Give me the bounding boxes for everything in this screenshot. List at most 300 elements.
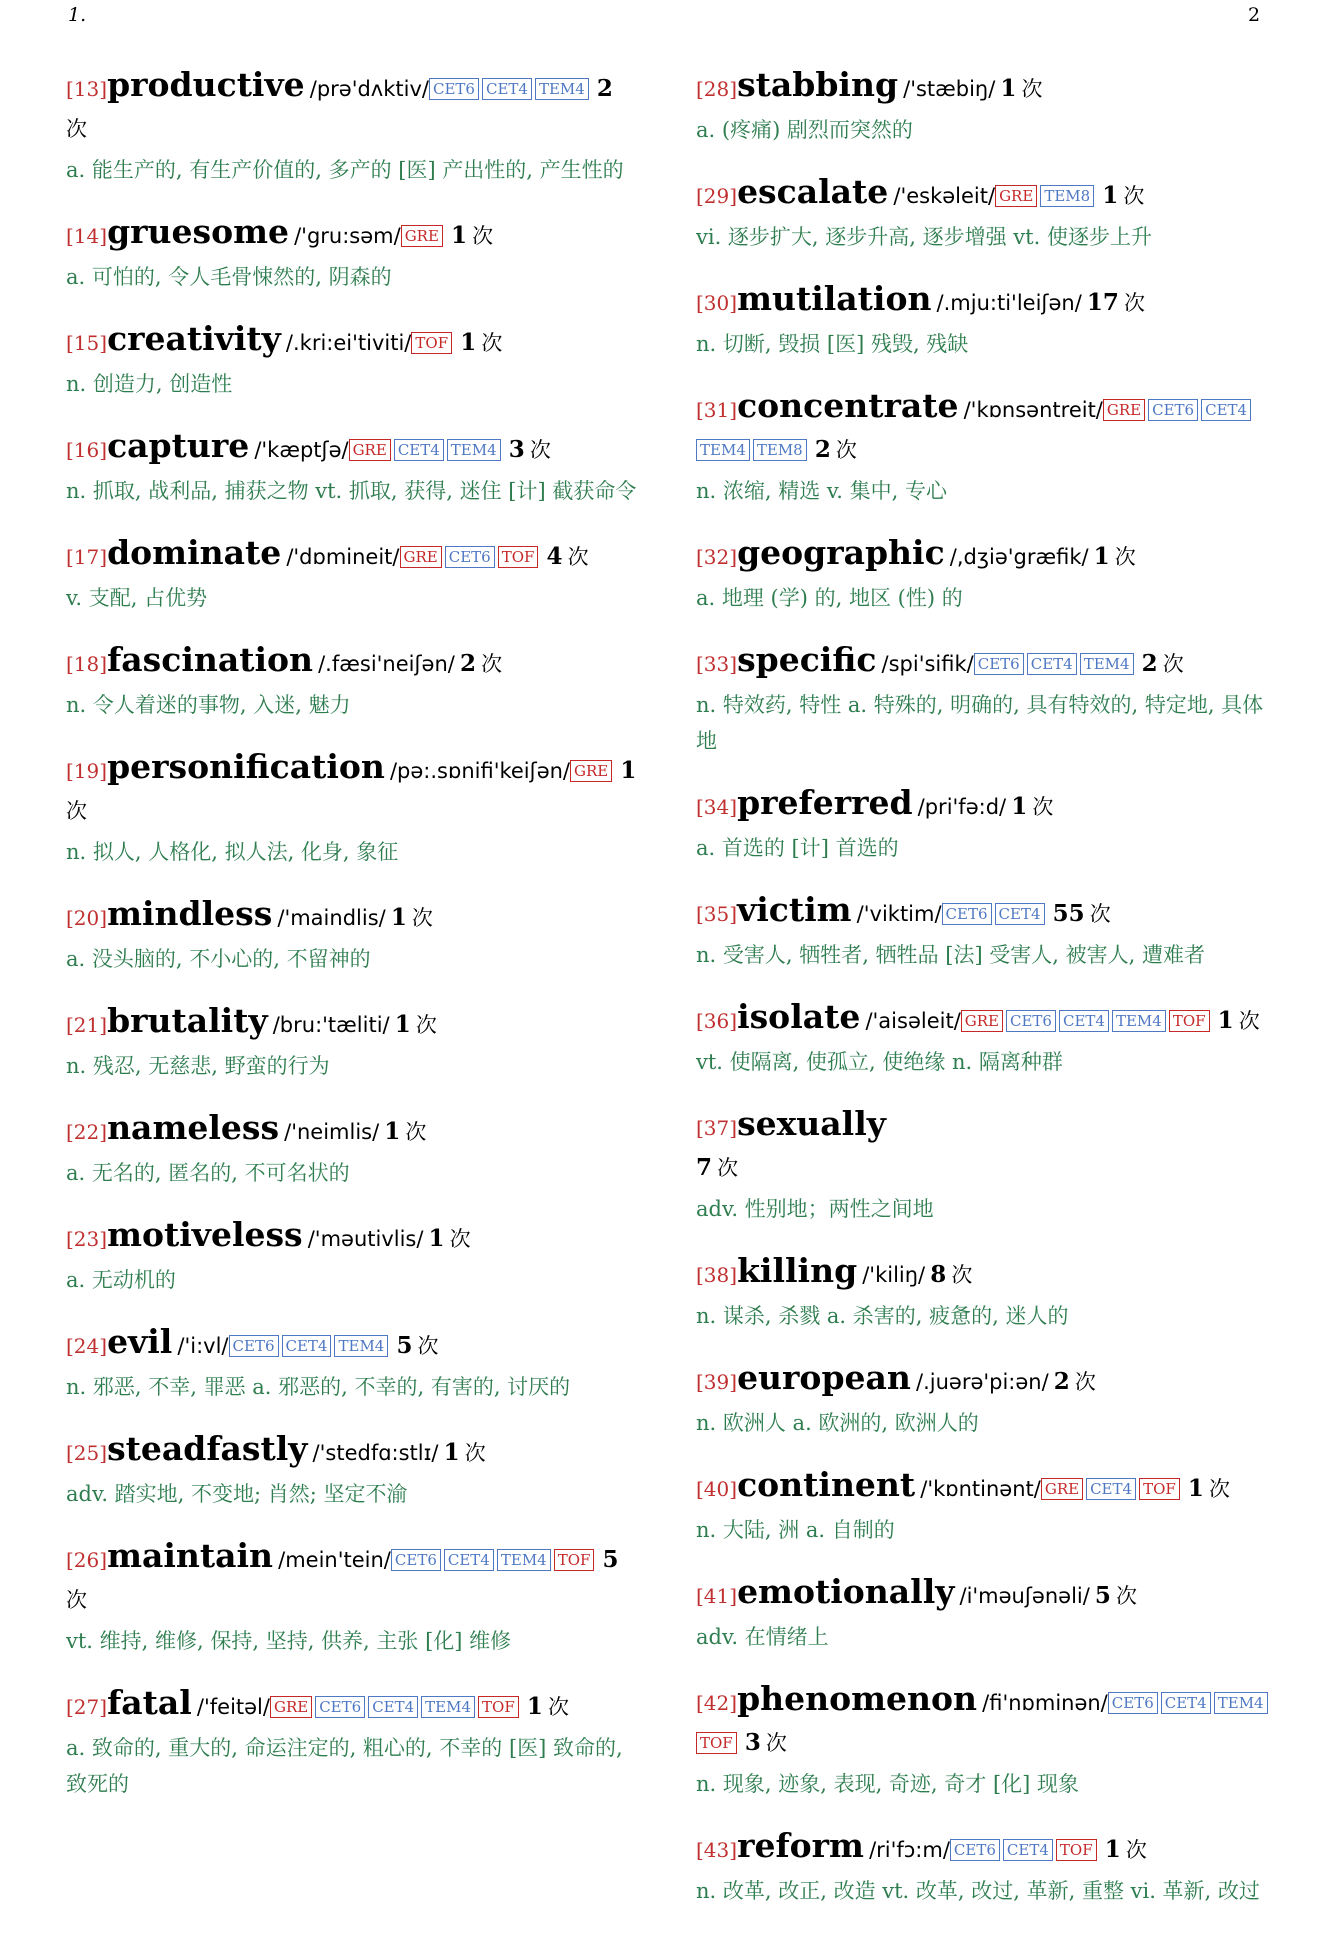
occurrence-count: 1 (1102, 182, 1119, 209)
occurrence-count: 5 (602, 1546, 619, 1573)
entry-number: [29] (696, 184, 738, 208)
entry-headline (66, 895, 638, 939)
entry-headline (696, 1573, 1276, 1617)
exam-tag: CET4 (444, 1549, 494, 1571)
vocab-entry (696, 1105, 1276, 1227)
vocab-entry (696, 534, 1276, 616)
entry-headline (696, 1105, 1276, 1189)
exam-tag: GRE (1041, 1478, 1083, 1500)
count-unit: 次 (415, 1013, 437, 1037)
entry-headline (66, 748, 638, 832)
count-unit: 次 (1032, 795, 1054, 819)
entry-number: [23] (66, 1227, 108, 1251)
vocab-entry (66, 1537, 638, 1659)
right-column (696, 66, 1276, 1934)
count-unit: 次 (765, 1731, 787, 1755)
vocab-entry (696, 1252, 1276, 1334)
entry-headline (696, 998, 1276, 1042)
vocab-entry (66, 213, 638, 295)
entry-word: phenomenon (737, 1679, 978, 1718)
entry-definition: n. 现象, 迹象, 表现, 奇迹, 奇才 [化] 现象 (696, 1772, 1080, 1796)
entry-definition: a. 致命的, 重大的, 命运注定的, 粗心的, 不幸的 [医] 致命的, 致死的 (66, 1736, 623, 1796)
entry-number: [15] (66, 331, 108, 355)
entry-definition: vi. 逐步扩大, 逐步升高, 逐步增强 vt. 使逐步上升 (696, 225, 1152, 249)
entry-headline (696, 387, 1276, 471)
entry-pronunciation: /.kri:ei'tiviti/ (285, 331, 412, 355)
count-unit: 次 (1114, 545, 1136, 569)
entry-word: personification (107, 747, 385, 786)
occurrence-count: 2 (814, 436, 831, 463)
entry-pronunciation: /.fæsi'neiʃən/ (318, 652, 455, 676)
entry-headline (696, 66, 1276, 110)
vocab-entry (696, 998, 1276, 1080)
left-column (66, 66, 638, 1827)
entry-headline (66, 534, 638, 578)
exam-tag: CET4 (1201, 399, 1251, 421)
count-unit: 次 (449, 1227, 471, 1251)
entry-definition: n. 谋杀, 杀戮 a. 杀害的, 疲惫的, 迷人的 (696, 1304, 1069, 1328)
count-unit: 次 (464, 1441, 486, 1465)
entry-word: stabbing (737, 65, 899, 104)
entry-pronunciation: /'stæbiŋ/ (903, 77, 996, 101)
entry-definition: n. 抓取, 战利品, 捕获之物 vt. 抓取, 获得, 迷住 [计] 截获命令 (66, 479, 637, 503)
count-unit: 次 (1208, 1477, 1230, 1501)
exam-tag: TEM4 (1112, 1010, 1166, 1032)
exam-tag: GRE (400, 546, 442, 568)
occurrence-count: 1 (526, 1693, 543, 1720)
entry-definition: a. 能生产的, 有生产价值的, 多产的 [医] 产出性的, 产生性的 (66, 158, 624, 182)
occurrence-count: 1 (1000, 75, 1017, 102)
entry-headline (696, 784, 1276, 828)
vocab-entry (696, 641, 1276, 759)
occurrence-count: 17 (1086, 289, 1119, 316)
entry-pronunciation: /mein'tein/ (278, 1548, 391, 1572)
exam-tag: TOF (554, 1549, 595, 1571)
entry-pronunciation: /'kɒnsəntreit/ (963, 398, 1103, 422)
vocab-entry (66, 320, 638, 402)
entry-pronunciation: /'eskəleit/ (893, 184, 996, 208)
occurrence-count: 1 (1104, 1836, 1121, 1863)
entry-number: [42] (696, 1691, 738, 1715)
count-unit: 次 (405, 1120, 427, 1144)
occurrence-count: 1 (1011, 793, 1028, 820)
exam-tag: CET4 (282, 1335, 332, 1357)
entry-word: escalate (737, 172, 889, 211)
count-unit: 次 (1021, 77, 1043, 101)
entry-number: [26] (66, 1548, 108, 1572)
occurrence-count: 1 (394, 1011, 411, 1038)
entry-number: [36] (696, 1009, 738, 1033)
vocab-entry (696, 173, 1276, 255)
entry-headline (66, 320, 638, 364)
exam-tag: GRE (270, 1696, 312, 1718)
entry-definition: a. (疼痛) 剧烈而突然的 (696, 118, 913, 142)
entry-word: geographic (737, 533, 945, 572)
entry-word: continent (737, 1465, 916, 1504)
exam-tag: TOF (1169, 1010, 1210, 1032)
vocab-entry (66, 748, 638, 870)
exam-tag: TEM4 (1080, 653, 1134, 675)
count-unit: 次 (66, 1588, 87, 1612)
entry-word: european (737, 1358, 911, 1397)
exam-tag: TEM8 (753, 439, 807, 461)
occurrence-count: 55 (1052, 900, 1085, 927)
entry-number: [13] (66, 77, 108, 101)
count-unit: 次 (547, 1695, 569, 1719)
page-number-right: 2 (1248, 4, 1261, 26)
entry-definition: a. 无动机的 (66, 1268, 176, 1292)
entry-definition: a. 无名的, 匿名的, 不可名状的 (66, 1161, 350, 1185)
entry-definition: n. 令人着迷的事物, 入迷, 魅力 (66, 693, 351, 717)
entry-number: [30] (696, 291, 738, 315)
entry-definition: n. 受害人, 牺牲者, 牺牲品 [法] 受害人, 被害人, 遭难者 (696, 943, 1206, 967)
exam-tag: CET4 (1086, 1478, 1136, 1500)
entry-word: concentrate (737, 386, 959, 425)
vocab-entry (696, 66, 1276, 148)
entry-headline (696, 641, 1276, 685)
count-unit: 次 (1238, 1009, 1260, 1033)
entry-number: [40] (696, 1477, 738, 1501)
occurrence-count: 1 (1093, 543, 1110, 570)
entry-pronunciation: /prə'dʌktiv/ (309, 77, 429, 101)
entry-word: motiveless (107, 1215, 303, 1254)
exam-tag: TEM4 (334, 1335, 388, 1357)
entry-pronunciation: /'kiliŋ/ (862, 1263, 926, 1287)
entry-definition: vt. 维持, 维修, 保持, 坚持, 供养, 主张 [化] 维修 (66, 1629, 512, 1653)
entry-definition: adv. 在情绪上 (696, 1625, 829, 1649)
entry-definition: a. 可怕的, 令人毛骨悚然的, 阴森的 (66, 265, 392, 289)
occurrence-count: 1 (443, 1439, 460, 1466)
exam-tag: CET6 (229, 1335, 279, 1357)
entry-pronunciation: /.juərə'pi:ən/ (916, 1370, 1049, 1394)
entry-pronunciation: /.mju:ti'leiʃən/ (936, 291, 1082, 315)
exam-tag: TEM4 (447, 439, 501, 461)
exam-tag: TOF (696, 1732, 737, 1754)
exam-tag: CET4 (1003, 1839, 1053, 1861)
occurrence-count: 3 (744, 1729, 761, 1756)
vocab-entry (696, 1827, 1276, 1909)
exam-tag: GRE (995, 185, 1037, 207)
vocab-entry (66, 1002, 638, 1084)
occurrence-count: 8 (930, 1261, 947, 1288)
entry-pronunciation: /'neimlis/ (284, 1120, 380, 1144)
entry-definition: a. 没头脑的, 不小心的, 不留神的 (66, 947, 371, 971)
entry-headline (696, 891, 1276, 935)
occurrence-count: 2 (459, 650, 476, 677)
vocab-entry (66, 1684, 638, 1802)
exam-tag: GRE (1103, 399, 1145, 421)
entry-number: [19] (66, 759, 108, 783)
entry-headline (696, 534, 1276, 578)
vocab-entry (696, 280, 1276, 362)
count-unit: 次 (1125, 1838, 1147, 1862)
vocab-entry (696, 1359, 1276, 1441)
vocab-entry (696, 387, 1276, 509)
entry-definition: a. 地理 (学) 的, 地区 (性) 的 (696, 586, 963, 610)
entry-number: [24] (66, 1334, 108, 1358)
entry-word: creativity (107, 319, 281, 358)
occurrence-count: 2 (1141, 650, 1158, 677)
entry-definition: n. 邪恶, 不幸, 罪恶 a. 邪恶的, 不幸的, 有害的, 讨厌的 (66, 1375, 571, 1399)
exam-tag: CET4 (394, 439, 444, 461)
exam-tag: CET4 (995, 903, 1045, 925)
entry-pronunciation: /'məutivlis/ (307, 1227, 424, 1251)
vocab-entry (66, 1109, 638, 1191)
entry-definition: n. 特效药, 特性 a. 特殊的, 明确的, 具有特效的, 特定地, 具体地 (696, 693, 1264, 753)
entry-definition: n. 切断, 毁损 [医] 残毁, 残缺 (696, 332, 969, 356)
entry-pronunciation: /'i:vl/ (177, 1334, 229, 1358)
count-unit: 次 (1123, 291, 1145, 315)
exam-tag: CET4 (368, 1696, 418, 1718)
exam-tag: GRE (570, 760, 612, 782)
occurrence-count: 1 (460, 329, 477, 356)
entry-word: fascination (107, 640, 314, 679)
count-unit: 次 (835, 438, 857, 462)
entry-pronunciation: /pri'fə:d/ (917, 795, 1007, 819)
entry-number: [32] (696, 545, 738, 569)
entry-word: maintain (107, 1536, 274, 1575)
exam-tag: TOF (1139, 1478, 1180, 1500)
entry-word: capture (107, 426, 250, 465)
entry-pronunciation: /'stedfɑ:stlɪ/ (312, 1441, 439, 1465)
exam-tag: CET6 (429, 78, 479, 100)
entry-pronunciation: /'feitəl/ (196, 1695, 270, 1719)
entry-word: preferred (737, 783, 913, 822)
count-unit: 次 (567, 545, 589, 569)
entry-definition: adv. 踏实地, 不变地; 肖然; 坚定不渝 (66, 1482, 408, 1506)
count-unit: 次 (481, 331, 503, 355)
entry-definition: n. 欧洲人 a. 欧洲的, 欧洲人的 (696, 1411, 979, 1435)
exam-tag: CET6 (942, 903, 992, 925)
occurrence-count: 1 (1187, 1475, 1204, 1502)
count-unit: 次 (717, 1156, 739, 1180)
entry-pronunciation: /'maindlis/ (277, 906, 386, 930)
entry-headline (66, 1684, 638, 1728)
exam-tag: TEM4 (421, 1696, 475, 1718)
entry-headline (66, 66, 638, 150)
entry-definition: n. 拟人, 人格化, 拟人法, 化身, 象征 (66, 840, 399, 864)
exam-tag: CET4 (1161, 1692, 1211, 1714)
entry-pronunciation: /fi'nɒminən/ (982, 1691, 1108, 1715)
exam-tag: GRE (961, 1010, 1003, 1032)
entry-word: emotionally (737, 1572, 955, 1611)
vocab-entry (66, 534, 638, 616)
count-unit: 次 (1123, 184, 1145, 208)
entry-pronunciation: /'dɒmineit/ (286, 545, 400, 569)
entry-word: victim (737, 890, 852, 929)
entry-pronunciation: /i'məuʃənəli/ (959, 1584, 1090, 1608)
entry-word: mindless (107, 894, 273, 933)
entry-word: nameless (107, 1108, 280, 1147)
entry-definition: n. 浓缩, 精选 v. 集中, 专心 (696, 479, 947, 503)
entry-number: [21] (66, 1013, 108, 1037)
occurrence-count: 1 (384, 1118, 401, 1145)
vocab-entry (66, 1323, 638, 1405)
exam-tag: TEM4 (1214, 1692, 1268, 1714)
count-unit: 次 (1162, 652, 1184, 676)
vocab-entry (66, 1216, 638, 1298)
entry-headline (66, 1216, 638, 1260)
entry-definition: n. 大陆, 洲 a. 自制的 (696, 1518, 895, 1542)
exam-tag: TEM4 (696, 439, 750, 461)
exam-tag: CET6 (445, 546, 495, 568)
count-unit: 次 (66, 799, 87, 823)
entry-pronunciation: /ri'fɔ:m/ (869, 1838, 950, 1862)
entry-number: [20] (66, 906, 108, 930)
occurrence-count: 1 (620, 757, 637, 784)
entry-definition: n. 创造力, 创造性 (66, 372, 233, 396)
count-unit: 次 (1089, 902, 1111, 926)
entry-number: [41] (696, 1584, 738, 1608)
entry-headline (66, 1323, 638, 1367)
occurrence-count: 1 (1217, 1007, 1234, 1034)
count-unit: 次 (66, 117, 87, 141)
entry-headline (696, 1680, 1276, 1764)
exam-tag: CET6 (315, 1696, 365, 1718)
entry-number: [37] (696, 1116, 738, 1140)
entry-number: [39] (696, 1370, 738, 1394)
count-unit: 次 (417, 1334, 439, 1358)
entry-word: isolate (737, 997, 861, 1036)
entry-headline (66, 213, 638, 257)
entry-number: [34] (696, 795, 738, 819)
exam-tag: CET6 (391, 1549, 441, 1571)
vocab-entry (696, 784, 1276, 866)
entry-word: productive (107, 65, 305, 104)
entry-headline (696, 280, 1276, 324)
occurrence-count: 7 (696, 1154, 713, 1181)
entry-pronunciation: /bru:'tæliti/ (272, 1013, 390, 1037)
entry-number: [38] (696, 1263, 738, 1287)
entry-pronunciation: /'aisəleit/ (865, 1009, 961, 1033)
entry-headline (66, 641, 638, 685)
entry-definition: n. 残忍, 无慈悲, 野蛮的行为 (66, 1054, 330, 1078)
exam-tag: TEM4 (497, 1549, 551, 1571)
vocab-entry (66, 895, 638, 977)
entry-headline (66, 1537, 638, 1621)
entry-number: [31] (696, 398, 738, 422)
entry-pronunciation: /'kæptʃə/ (254, 438, 349, 462)
exam-tag: TEM8 (1040, 185, 1094, 207)
entry-number: [35] (696, 902, 738, 926)
entry-word: brutality (107, 1001, 268, 1040)
page-number-left: 1. (68, 4, 87, 26)
entry-word: reform (737, 1826, 864, 1865)
entry-number: [17] (66, 545, 108, 569)
entry-word: sexually (737, 1104, 886, 1143)
occurrence-count: 5 (1094, 1582, 1111, 1609)
entry-headline (696, 173, 1276, 217)
occurrence-count: 1 (451, 222, 468, 249)
occurrence-count: 4 (546, 543, 563, 570)
count-unit: 次 (472, 224, 494, 248)
entry-number: [43] (696, 1838, 738, 1862)
vocab-entry (66, 641, 638, 723)
entry-headline (696, 1827, 1276, 1871)
entry-word: dominate (107, 533, 282, 572)
entry-pronunciation: /'viktim/ (856, 902, 942, 926)
vocab-entry (696, 891, 1276, 973)
occurrence-count: 2 (1053, 1368, 1070, 1395)
entry-pronunciation: /pə:.sɒnifi'keiʃən/ (389, 759, 571, 783)
vocab-entry (696, 1466, 1276, 1548)
occurrence-count: 5 (396, 1332, 413, 1359)
occurrence-count: 2 (596, 75, 613, 102)
entry-headline (696, 1359, 1276, 1403)
occurrence-count: 1 (390, 904, 407, 931)
entry-number: [25] (66, 1441, 108, 1465)
count-unit: 次 (529, 438, 551, 462)
entry-pronunciation: /'gru:səm/ (294, 224, 401, 248)
occurrence-count: 1 (428, 1225, 445, 1252)
count-unit: 次 (411, 906, 433, 930)
entry-headline (66, 1109, 638, 1153)
entry-number: [27] (66, 1695, 108, 1719)
entry-word: killing (737, 1251, 858, 1290)
occurrence-count: 3 (508, 436, 525, 463)
exam-tag: CET6 (974, 653, 1024, 675)
entry-headline (66, 1430, 638, 1474)
exam-tag: CET6 (1108, 1692, 1158, 1714)
entry-word: mutilation (737, 279, 932, 318)
entry-number: [16] (66, 438, 108, 462)
entry-pronunciation: /,dʒiə'græfik/ (949, 545, 1089, 569)
exam-tag: CET6 (950, 1839, 1000, 1861)
exam-tag: CET4 (1027, 653, 1077, 675)
entry-word: evil (107, 1322, 173, 1361)
count-unit: 次 (951, 1263, 973, 1287)
entry-number: [28] (696, 77, 738, 101)
exam-tag: GRE (349, 439, 391, 461)
exam-tag: TEM4 (535, 78, 589, 100)
entry-definition: adv. 性别地；两性之间地 (696, 1197, 934, 1221)
exam-tag: CET6 (1148, 399, 1198, 421)
count-unit: 次 (481, 652, 503, 676)
entry-number: [22] (66, 1120, 108, 1144)
entry-number: [14] (66, 224, 108, 248)
entry-headline (696, 1252, 1276, 1296)
entry-word: fatal (107, 1683, 192, 1722)
exam-tag: TOF (1056, 1839, 1097, 1861)
vocab-entry (66, 427, 638, 509)
count-unit: 次 (1116, 1584, 1138, 1608)
vocab-entry (66, 1430, 638, 1512)
exam-tag: CET6 (1006, 1010, 1056, 1032)
entry-headline (696, 1466, 1276, 1510)
vocab-entry (696, 1680, 1276, 1802)
entry-definition: v. 支配, 占优势 (66, 586, 208, 610)
count-unit: 次 (1074, 1370, 1096, 1394)
entry-definition: n. 改革, 改正, 改造 vt. 改革, 改过, 革新, 重整 vi. 革新, 改过 (696, 1879, 1260, 1903)
entry-word: steadfastly (107, 1429, 308, 1468)
entry-definition: vt. 使隔离, 使孤立, 使绝缘 n. 隔离种群 (696, 1050, 1063, 1074)
exam-tag: TOF (498, 546, 539, 568)
entry-pronunciation: /spi'sifik/ (881, 652, 974, 676)
entry-word: specific (737, 640, 877, 679)
exam-tag: CET4 (1059, 1010, 1109, 1032)
entry-definition: a. 首选的 [计] 首选的 (696, 836, 899, 860)
exam-tag: TOF (478, 1696, 519, 1718)
exam-tag: TOF (411, 332, 452, 354)
exam-tag: CET4 (482, 78, 532, 100)
exam-tag: GRE (401, 225, 443, 247)
vocab-entry (696, 1573, 1276, 1655)
entry-pronunciation: /'kɒntinənt/ (920, 1477, 1041, 1501)
vocab-entry (66, 66, 638, 188)
entry-number: [33] (696, 652, 738, 676)
entry-headline (66, 427, 638, 471)
entry-headline (66, 1002, 638, 1046)
